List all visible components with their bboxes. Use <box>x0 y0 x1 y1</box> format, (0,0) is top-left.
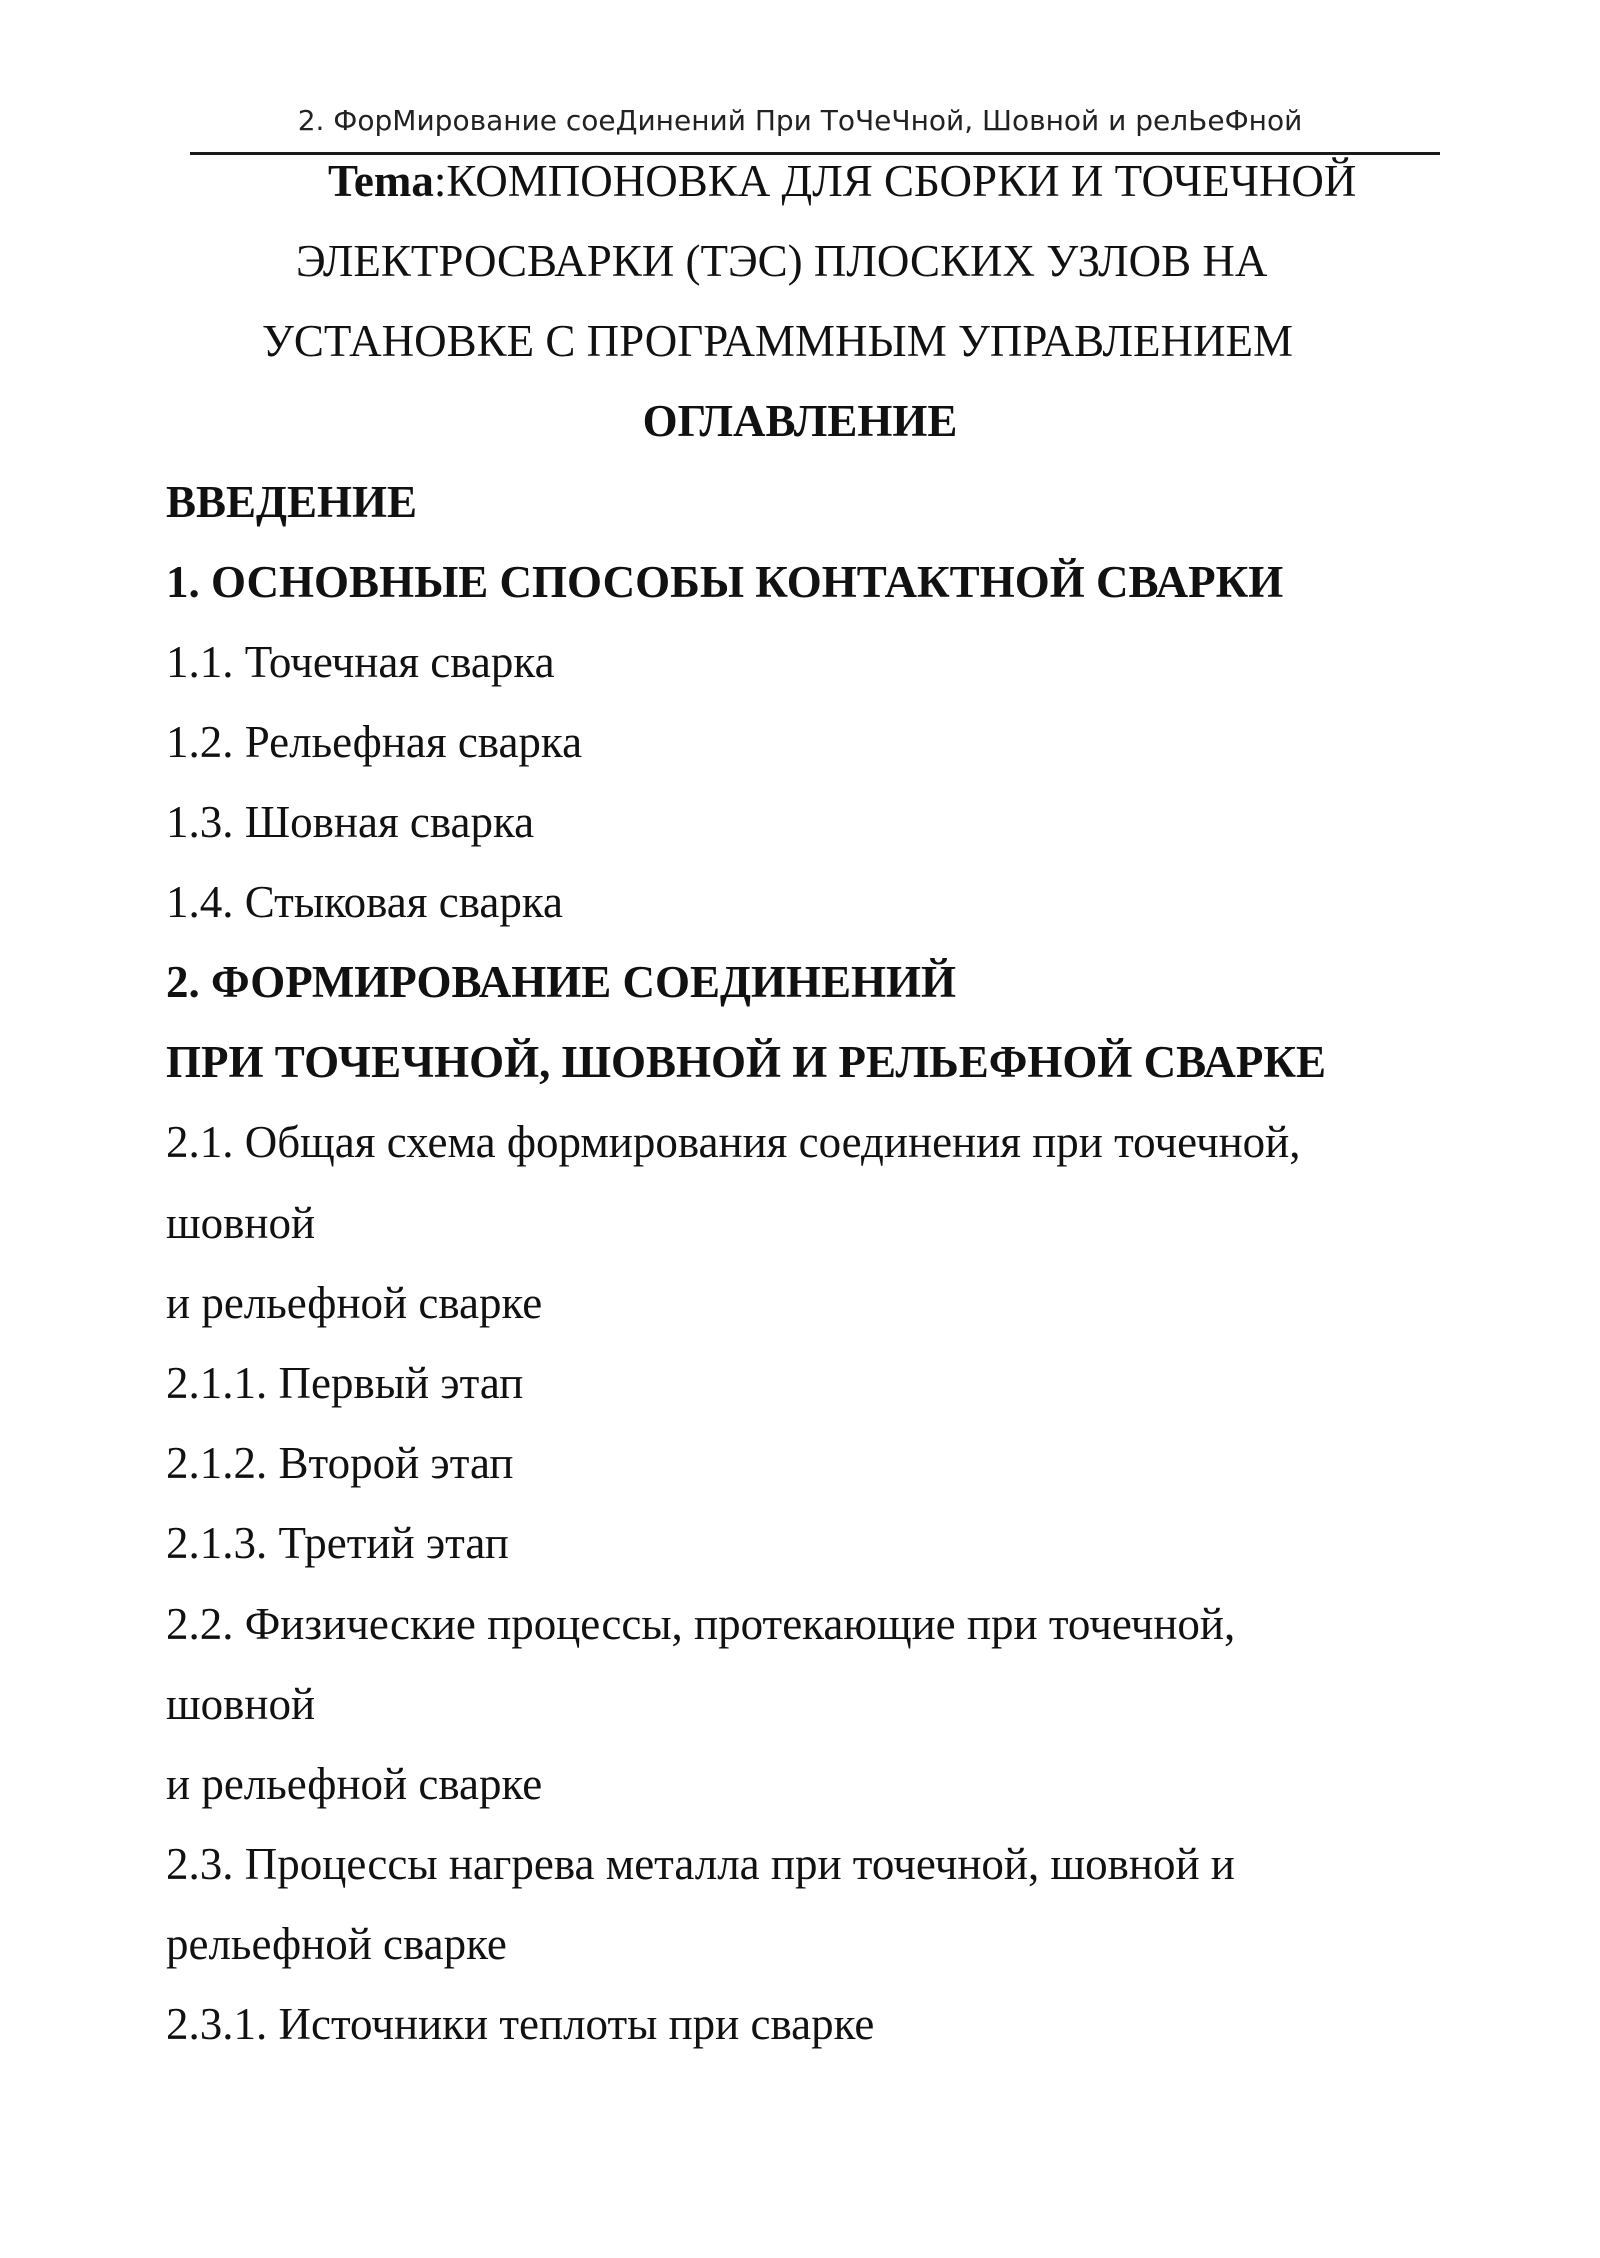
running-header: 2. ФорМирование соеДинений При ТоЧеЧной, Шовной и релЬеФной <box>297 104 1303 137</box>
toc-item-2-1-1: 2.1.1. Первый этап <box>166 1358 524 1408</box>
toc-item-1-4: 1.4. Стыковая сварка <box>166 877 563 927</box>
topic-title-line-2: ЭЛЕКТРОСВАРКИ (ТЭС) ПЛОСКИХ УЗЛОВ НА <box>296 236 1268 286</box>
toc-item-2-3-line-1: 2.3. Процессы нагрева металла при точечной, шовной и <box>166 1839 1235 1889</box>
toc-intro: ВВЕДЕНИЕ <box>166 477 418 527</box>
toc-item-1-2: 1.2. Рельефная сварка <box>166 717 583 767</box>
toc-item-2-2-line-3: и рельефной сварке <box>166 1759 543 1809</box>
topic-title-line-3: УСТАНОВКЕ С ПРОГРАММНЫМ УПРАВЛЕНИЕМ <box>262 316 1293 366</box>
topic-label: Tema <box>328 156 434 206</box>
toc-item-2-1-line-2: шовной <box>166 1198 316 1248</box>
toc-item-2-1-3: 2.1.3. Третий этап <box>166 1518 509 1568</box>
toc-item-2-1-line-1: 2.1. Общая схема формирования соединения при точечной, <box>166 1117 1301 1167</box>
topic-separator: : <box>433 156 447 206</box>
toc-item-2-3-1: 2.3.1. Источники теплоты при сварке <box>166 1999 875 2049</box>
toc-item-2-2-line-2: шовной <box>166 1679 316 1729</box>
topic-title-text-1: КОМПОНОВКА ДЛЯ СБОРКИ И ТОЧЕЧНОЙ <box>446 156 1357 206</box>
toc-item-2-1-line-3: и рельефной сварке <box>166 1278 543 1328</box>
toc-heading: ОГЛАВЛЕНИЕ <box>642 396 958 446</box>
toc-item-2-3-line-2: рельефной сварке <box>166 1919 507 1969</box>
toc-section-1: 1. ОСНОВНЫЕ СПОСОБЫ КОНТАКТНОЙ СВАРКИ <box>166 557 1284 607</box>
toc-item-1-3: 1.3. Шовная сварка <box>166 797 535 847</box>
toc-section-2-line-1: 2. ФОРМИРОВАНИЕ СОЕДИНЕНИЙ <box>166 957 956 1007</box>
toc-section-2-line-2: ПРИ ТОЧЕЧНОЙ, ШОВНОЙ И РЕЛЬЕФНОЙ СВАРКЕ <box>166 1037 1326 1087</box>
toc-item-2-2-line-1: 2.2. Физические процессы, протекающие при точечной, <box>166 1599 1236 1649</box>
topic-title-line-1 <box>328 156 1357 206</box>
toc-item-1-1: 1.1. Точечная сварка <box>166 637 555 687</box>
toc-item-2-1-2: 2.1.2. Второй этап <box>166 1438 514 1488</box>
header-rule <box>190 152 1440 155</box>
